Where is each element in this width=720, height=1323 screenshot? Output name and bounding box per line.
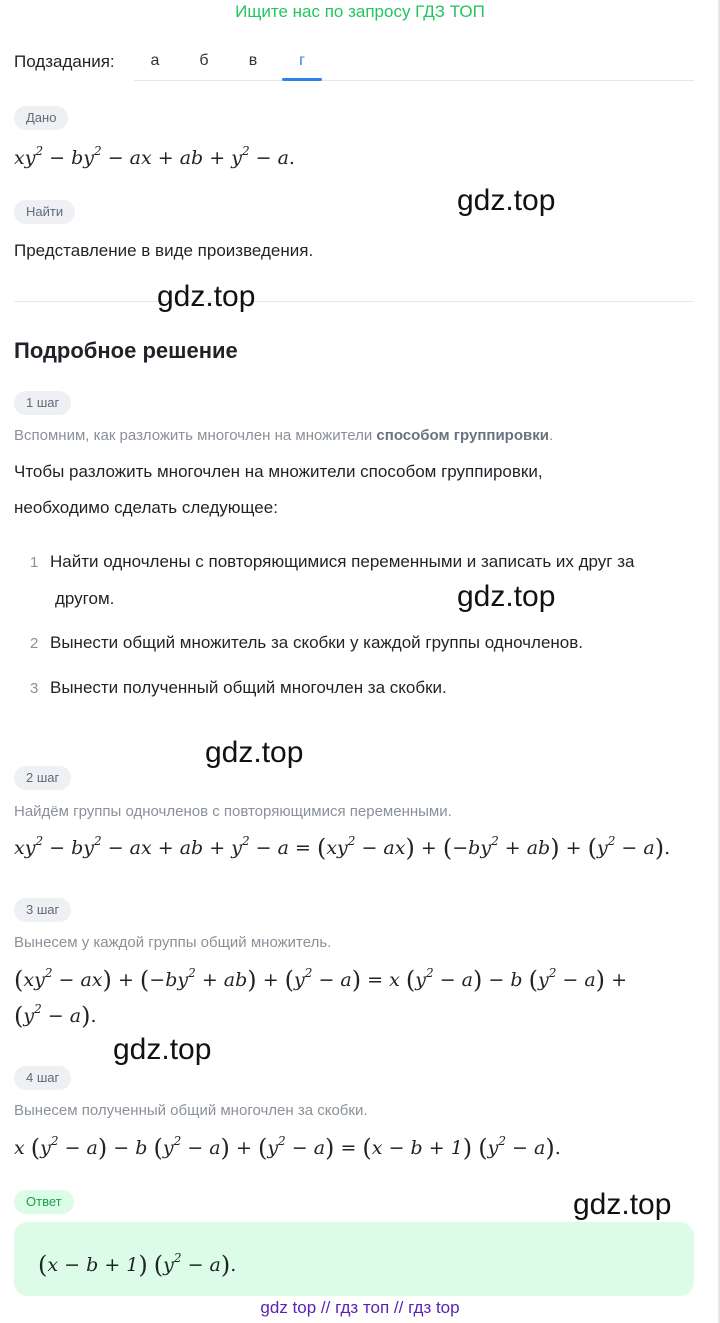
subtasks-label: Подзадания: — [14, 52, 115, 71]
tab-a[interactable]: а — [150, 52, 160, 69]
tab-b[interactable]: б — [199, 52, 209, 69]
step-3-expression-line-2: $(y^2 - a)$. — [14, 1002, 97, 1030]
list-item-continuation: другом. — [55, 589, 115, 608]
step-1-text-line-2: необходимо сделать следующее: — [14, 498, 278, 517]
watermark: gdz.top — [113, 1033, 212, 1066]
find-text: Представление в виде произведения. — [14, 241, 314, 260]
answer-expression: (x − b + 1) $(y^2 - a)$. — [38, 1251, 237, 1279]
step-1-hint: Вспомним, как разложить многочлен на множители способом группировки. — [14, 427, 554, 444]
step-4-expression: x $(y^2 - a) - b$ $(y^2 - a) + (y^2 - a) = (x - b + 1) (y^2 - a)$. — [14, 1134, 561, 1162]
step-1-pill: 1 шаг — [14, 391, 71, 415]
step-2-pill: 2 шаг — [14, 766, 71, 790]
step-3-pill: 3 шаг — [14, 898, 71, 922]
step-4-hint: Вынесем полученный общий многочлен за скобки. — [14, 1102, 368, 1119]
footer-links[interactable]: gdz top // гдз топ // гдз top — [260, 1298, 460, 1317]
section-divider — [14, 301, 694, 302]
step-1-text-line-1: Чтобы разложить многочлен на множители способом группировки, — [14, 462, 543, 481]
find-pill: Найти — [14, 200, 75, 224]
given-expression: $xy^2 - by^2$ − ax + ab + $y^2 - a$. — [14, 144, 295, 169]
watermark: gdz.top — [573, 1188, 672, 1221]
answer-box — [14, 1222, 694, 1296]
tabs-divider — [134, 80, 694, 81]
watermark: gdz.top — [457, 580, 556, 613]
tab-g[interactable]: г — [299, 52, 305, 69]
step-4-pill: 4 шаг — [14, 1066, 71, 1090]
answer-pill: Ответ — [14, 1190, 74, 1214]
list-item: 1 Найти одночлены с повторяющимися переменными и записать их друг за — [30, 552, 635, 571]
solution-title: Подробное решение — [14, 338, 238, 363]
watermark: gdz.top — [157, 280, 256, 313]
active-tab-indicator — [282, 78, 322, 81]
watermark: gdz.top — [457, 184, 556, 217]
step-2-hint: Найдём группы одночленов с повторяющимися переменными. — [14, 803, 452, 820]
step-3-expression-line-1: $(xy^2 - ax) + (-by^2 + ab) + (y^2 - a) = x$ $(y^2 - a) - b$ $(y^2 - a)$ + — [14, 966, 628, 994]
promo-banner[interactable]: Ищите нас по запросу ГДЗ ТОП — [235, 2, 485, 21]
subtasks-bar — [14, 48, 694, 82]
step-2-expression: $xy^2 - by^2$ − ax + ab + $y^2 - a = (xy^2 - ax) + (-by^2 + ab) + (y^2 - a)$. — [14, 834, 671, 862]
watermark: gdz.top — [205, 736, 304, 769]
tab-v[interactable]: в — [248, 52, 258, 69]
step-3-hint: Вынесем у каждой группы общий множитель. — [14, 934, 332, 951]
list-item: 2 Вынести общий множитель за скобки у каждой группы одночленов. — [30, 633, 584, 652]
list-item: 3 Вынести полученный общий многочлен за скобки. — [30, 678, 447, 697]
given-pill: Дано — [14, 106, 68, 130]
